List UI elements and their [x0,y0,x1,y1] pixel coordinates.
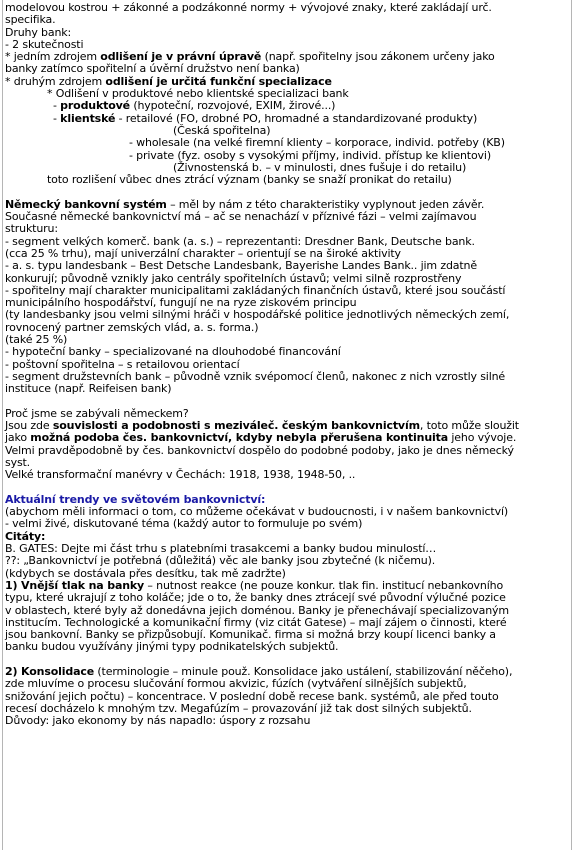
text-run: Velmi pravděpodobně by čes. bankovnictví dospělo do podobné podoby, jako je dnes německý [5,443,514,457]
text-run: - [53,99,61,113]
bold-text: 2) Konsolidace [5,665,95,679]
text-line [5,715,570,727]
bold-text: Citáty: [5,529,46,543]
text-run: (abychom měli informaci o tom, co můžeme očekávat v budoucnosti, i v našem bankovnictví) [5,505,509,519]
bold-text: 1) Vnější tlak na banky [5,578,145,592]
text-run: (terminologie – minule použ. Konsolidace jako ustálení, stabilizování něčeho), [94,665,513,679]
text-run: Jsou zde [5,419,53,433]
text-run: - 2 skutečnosti [5,37,84,51]
text-run: - segment velkých komerč. bank (a. s.) – reprezentanti: Dresdner Bank, Deutsche bank. [5,234,475,248]
text-run: snižování jejich počtu) – koncentrace. V poslední době recese bank. systémů, ale před touto [5,689,499,703]
text-run: Současné německé bankovnictví má – ač se nenachází v příznivé fázi – velmi zajímavou [5,210,477,224]
text-run: - segment družstevních bank – původně vznik svépomocí členů, nakonec z nich vzrostly silné [5,369,506,383]
text-run: municipálního hospodářství, fungují ne na ryze ziskovém principu [5,296,357,310]
bold-text: Německý bankovní systém [5,197,167,211]
text-line [5,383,570,395]
text-run: syst. [5,455,31,469]
text-run: toto rozlišení vůbec dnes ztrácí význam (banky se snaží pronikat do retailu) [47,173,452,187]
text-run: (např. spořitelny jsou zákonem určeny jako [261,50,495,64]
text-run: * Odlišení v produktové nebo klientské specializaci bank [47,87,349,101]
text-run: - hypoteční banky – specializované na dlouhodobé financování [5,345,341,359]
text-run: * druhým zdrojem [5,74,106,88]
text-line [5,445,570,457]
text-run: (Česká spořitelna) [173,123,271,137]
text-run: - a. s. typu landesbank – Best Detsche Landesbank, Bayerishe Landes Bank.. jim zdatně [5,259,477,273]
text-line [5,322,570,334]
text-run: - [53,111,61,125]
text-run: Druhy bank: [5,25,72,39]
text-run: Proč jsme se zabývali německem? [5,406,189,420]
bold-text: možná podoba čes. bankovnictví, kdyby nebyla přerušena kontinuita [30,431,449,445]
text-run: (ty landesbanky jsou velmi silnými hráči v hospodářské politice jednotlivých německých zemí, [5,308,510,322]
text-run: – nutnost reakce (ne pouze konkur. tlak fin. institucí nebankovního [144,578,504,592]
text-line [5,641,570,653]
text-run: jeho vývoje. [448,431,517,445]
text-run: zde mluvíme o procesu slučování formou akvizic, fúzích (vytváření silnějších subjektů, [5,677,467,691]
text-run: institucím. Technologické a komunikační firmy (viz citát Gatese) – mají zájem o činnosti, které [5,615,507,629]
text-run: banku budou využívány jinými typy podnikatelských subjektů. [5,640,339,654]
text-run: specifika. [5,13,56,27]
text-run: - retailové (FO, drobné PO, hromadné a standardizované produkty) [115,111,478,125]
text-run: , toto může sloužit [419,419,519,433]
text-run: - spořitelny mají charakter municipalitami zakládaných finančních ústavů, které jsou součástí [5,283,506,297]
text-run: typu, které ukrajují z toho koláče; jde o to, že banky dnes ztrácejí své původní výlučné pozice [5,591,506,605]
text-run: recesí docházelo k mnohým tzv. Megafúzím – provazování již tak dost silných subjektů. [5,701,472,715]
text-run: ??: „Bankovnictví je potřebná (důležitá) věc ale banky jsou zbytečné (k ničemu). [5,554,436,568]
text-line [5,2,570,14]
text-run: - private (fyz. osoby s vysokými příjmy, individ. přístup ke klientovi) [129,148,491,162]
text-line [5,518,570,530]
section-heading: Aktuální trendy ve světovém bankovnictví: [5,492,266,506]
text-run: strukturu: [5,222,58,236]
document-body [5,2,570,728]
page-left-edge [2,0,3,850]
text-run: jsou bankovní. Banky se přizpůsobují. Komunikač. firma si možná brzy koupí licenci banky a [5,628,496,642]
text-run: jako [5,431,31,445]
text-line [5,469,570,481]
text-run: * jedním zdrojem [5,50,101,64]
text-run: modelovou kostrou + zákonné a podzákonné normy + vývojové znaky, které zakládají urč. [5,1,492,14]
text-run: (Živnostenská b. – v minulosti, dnes fušuje i do retailu) [173,160,467,174]
text-run: B. GATES: Dejte mi část trhu s platebními trasakcemi a banky budou minulostí… [5,542,437,556]
text-run: - wholesale (na velké firemní klienty – korporace, individ. potřeby (KB) [129,136,505,150]
text-line [5,14,570,26]
bold-text: klientské [60,111,116,125]
text-run: – měl by nám z této charakteristiky vyplynout jeden závěr. [166,197,485,211]
bold-text: produktové [60,99,130,113]
page-right-edge [571,0,572,850]
text-line [5,211,570,223]
text-line [5,174,570,186]
text-run: konkurují; původně vznikly jako centrály spořitelních ústavů; velmi silně rozprostřeny [5,271,462,285]
bold-text: souvislosti a podobnosti s meziváleč. českým bankovnictvím [52,419,420,433]
text-run: (hypoteční, rozvojové, EXIM, žirové...) [130,99,336,113]
text-run: - poštovní spořitelna – s retailovou orientací [5,357,240,371]
text-line [5,27,570,39]
text-run: (také 25 %) [5,333,68,347]
text-line [5,113,570,125]
text-run: (cca 25 % trhu), mají univerzální charakter – orientují se na široké aktivity [5,246,401,260]
bold-text: odlišení je určitá funkční specializace [105,74,332,88]
text-run: rovnocený partner zemských vlád, a. s. forma.) [5,320,259,334]
text-run: instituce (např. Reifeisen bank) [5,382,172,396]
text-run: Velké transformační manévry v Čechách: 1918, 1938, 1948-50, .. [5,468,356,482]
text-run: banky zatímco spořitelní a úvěrní družstvo není banka) [5,62,300,76]
text-run: (kdybych se dostávala přes desítku, tak mě zadržte) [5,566,286,580]
bold-text: odlišení je v právní úpravě [100,50,262,64]
text-run: - velmi živé, diskutované téma (každý autor to formuluje po svém) [5,517,363,531]
text-run: v oblastech, které byly až donedávna jejich doménou. Banky je přenechávají specializovaným [5,603,509,617]
text-run: Důvody: jako ekonomy by nás napadlo: úspory z rozsahu [5,714,311,728]
